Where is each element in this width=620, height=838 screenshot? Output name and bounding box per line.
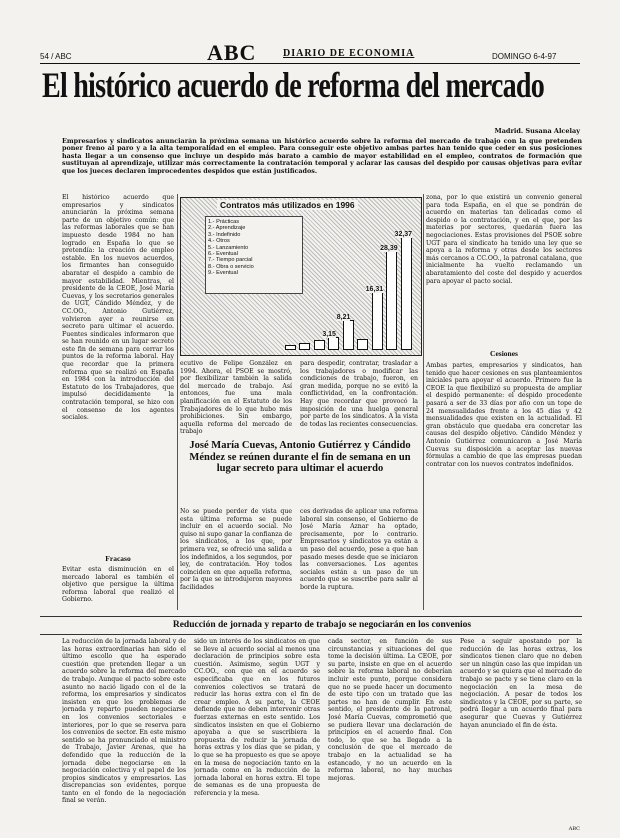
chart-bar: [328, 337, 339, 350]
legend-item: 9.- Eventual: [208, 270, 238, 277]
byline: Madrid. Susana Alcelay: [494, 127, 580, 135]
column-2-text: ecutivo de Felipe González en 1994. Ahora, el PSOE se mostró, por flexibilizar también la salida del mercado de trabajo. Así entonces, fue una mala planificación en el Estatuto de los Trabajadores de lo que hubo más prohibiciones. Sin embargo, aquella reforma del mercado de trabajo: [180, 360, 292, 435]
bottom-column-4: Pese a seguir apostando por la reducción de las horas extras, los sindicatos tienen claro que no deben ser un ningún caso las que impidan un acuerdo y se quiera que el mercado de trabajo se pacte y se tiene claro en la negociación en la mesa de negociación. A pesar de todos los sindicatos y la CEOE, por su parte, se podrá llegar a un acuerdo final para asegurar que Cuevas y Gutiérrez hayan anunciado el fin de ésta.: [460, 638, 582, 729]
chart-bar: [314, 340, 325, 350]
cesiones-subhead: Cesiones: [490, 349, 518, 358]
column-4-text: zona, por lo que existirá un convenio general para toda España, en el que se pondrán de acuerdo en materias tan delicadas como el despido o la contratación, y en el que, por las materias por sectores, quedarán fuera las negociaciones. Estas provisiones del PSOE sobre UGT para el sindicato ha tenido una ley que se apoya a la reforma y otras desde los sectores más cercanos a CC.OO., la patronal catalana, que inicialmente ha vuelto reclamando un abaratamiento del coste del despido y acuerdos para apoyar el pacto social.: [426, 194, 582, 285]
column-3-text: para despedir, contratar, trasladar a los trabajadores o modificar las condiciones de trabajo, fueron, en gran medida, porque no se evitó la conflictividad, en la confrontación. Hay que recordar que provocó la imposición de una huelga general por parte de los sindicatos. A la vista de todas las recientes consecuencias.: [300, 360, 418, 428]
bar-value-label: 16,31: [365, 286, 384, 294]
bottom-column-3: cada sector, en función de sus circunstancias y situaciones del que tome la decisión última. La CEOE, por su parte, insiste en que en el acuerdo sobre la reforma laboral no deberían incluir este punto, porque considera que no se puede hacer un documento de este tipo con un tratado que las partes no han de cumplir. En este sentido, el presidente de la patronal, José María Cuevas, comprometió que se pudiera llevar una declaración de principios en el acuerdo final. Con todo, lo que se ha llegado a la conclusión de que el mercado de trabajo en la actualidad se ha estancado, y no un acuerdo en la reforma laboral, no hay muchas mejoras.: [328, 638, 452, 782]
column-2b-text: No se puede perder de vista que esta última reforma se puede incluir en el acuerdo social. No quiso ni supo ganar la confianza de los sindicatos, a los que, por primera vez, se ofreció una salida a los indefinidos, a los segundos, por ley, de contratación. Hoy todos coinciden en que aquella reforma, por la que se introdujeron mayores facilidades: [180, 508, 292, 591]
chart-bar: [386, 251, 397, 350]
legend-item: 8.- Obra o servicio: [208, 263, 254, 270]
page-number: 54 / ABC: [40, 52, 72, 61]
legend-item: 4.- Otros: [208, 238, 230, 245]
chart-bar: [357, 339, 368, 350]
legend-item: 7.- Tiempo parcial: [208, 257, 253, 264]
chart-bar: [401, 237, 412, 350]
fracaso-subhead: Fracaso: [105, 554, 131, 563]
mid-headline: José María Cuevas, Antonio Gutiérrez y Cándido Méndez se reúnen durante el fin de semana en un lugar secreto para ultimar el acuerdo: [189, 440, 411, 475]
bar-value-label: 3,15: [322, 331, 336, 339]
column-3b-text: ces derivadas de aplicar una reforma laboral sin consenso, el Gobierno de José María Aznar ha optado, precisamente, por lo contrario. Empresarios y sindicatos ya están a un paso del acuerdo, pese a que han pasado meses desde que se iniciaron las conversaciones. Los agentes sociales están a un paso de un acuerdo que se suscribe para salir al borde la ruptura.: [300, 508, 418, 591]
chart-bar: [299, 343, 310, 350]
divider: [423, 194, 424, 610]
column-4b-text: Ambas partes, empresarios y sindicatos, han tenido que hacer cesiones en sus planteamientos iniciales para apoyar el acuerdo. Primero fue la CEOE la que flexibilizó su propuesta de ampliar el despido permanente: el despido procedente pasará a ser de 33 días por año con un tope de 24 mensualidades frente a los 45 días y 42 mensualidades que existen en la actualidad. El gran obstáculo que quedaba era concretar las causas del despido objetivo. Cándido Méndez y Antonio Gutiérrez comunicaron a José María Cuevas su disposición a aceptar las nuevas fórmulas a cambio de que las empresas puedan contratar con los nuevos contratos indefinidos.: [426, 362, 582, 468]
bottom-column-1: La reducción de la jornada laboral y de las horas extraordinarias han sido el último escollo que ha esperado cuestión que pretenden llegar a un acuerdo sobre la reforma del mercado de trabajo. Aunque el pacto sobre este asunto no nació ligado con el de la reforma, los empresarios y sindicatos insisten en que los problemas de jornada y reparto pueden negociarse en los convenios sectoriales e interiores, por lo que se reserva para los convenios de sector. En este mismo sentido se ha pronunciado el ministro de Trabajo, Javier Arenas, que ha defendido que la reducción de la jornada debe negociarse en la negociación colectiva y el papel de los propios sindicatos y empresarios. Las discrepancias son evidentes, porque tanto en el fondo de la negociación final se verán.: [62, 638, 186, 805]
bottom-headline: Reducción de jornada y reparto de trabajo se negociarán en los convenios: [172, 620, 472, 630]
legend-item: 1.- Prácticas: [208, 219, 240, 225]
bottom-column-2: sido un interés de los sindicatos en que se lleve al acuerdo social al menos una declaración de principios sobre esta cuestión. Asimismo, según UGT y CC.OO., con que en el acuerdo se especificaba que en los futuros convenios colectivos se tratará de reducir las horas extra con el fin de crear empleo. A su parte, la CEOE defiende que no deben intervenir otras fuerzas externas en este sentido. Los sindicatos insisten en que el Gobierno apoyaba a que se suscribiera la propuesta de reducir la jornada de horas extras y los días que se pidan, y lo que se ha propuesto es que se apoye en la mesa de negociación tanto en la jornada como en la reducción de la jornada laboral en horas extra. El tope de semanas es de una propuesta de referencia y la mesa.: [194, 638, 320, 797]
bar-value-label: 8,21: [336, 313, 351, 321]
photo-credit: ABC: [568, 826, 580, 832]
chart-bar: [343, 320, 354, 350]
legend-item: 2.- Aprendizaje: [208, 225, 246, 232]
bar-value-label: 32,37: [394, 231, 413, 239]
bottom-rule: [40, 616, 582, 617]
column-1b-text: Evitar esta disminución en el mercado laboral es también el objetivo que persigue la última reforma laboral que realizó el Gobierno.: [62, 566, 174, 604]
chart-bar: [285, 345, 296, 350]
section-name: DIARIO DE ECONOMIA: [283, 48, 415, 59]
chart-bar: [372, 292, 383, 350]
headline: El histórico acuerdo de reforma del mercado: [42, 65, 544, 105]
legend-item: 5.- Lanzamiento: [208, 244, 249, 251]
column-1-text: El histórico acuerdo que empresarios y sindicatos anunciarán la próxima semana parte de un objetivo común: que las reformas laborales que se han impuesto desde 1984 no han logrado en España lo que se pretendía: la creación de empleo estable. En los nuevos acuerdos, los firmantes han conseguido abaratar el despido a cambio de mayor estabilidad. Mientras, el presidente de la CEOE, José María Cuevas, y los secretarios generales de UGT, Cándido Méndez, y de CC.OO., Antonio Gutiérrez, volvieron ayer a reunirse en secreto para ultimar el acuerdo. Fuentes sindicales informaron que se han reunido en un lugar secreto este fin de semana para cerrar los puntos de la reforma laboral. Hay que recordar que la primera reforma que se realizó en España en 1984 con la introducción del Estatuto de los Trabajadores, que impulsó decididamente la contratación temporal, se hizo con el consenso de los agentes sociales.: [62, 194, 174, 422]
legend-item: 6.- Eventual: [208, 251, 238, 258]
chart-bars: [285, 218, 415, 350]
chart-panel: [180, 197, 422, 356]
abc-logo: ABC: [207, 40, 257, 65]
chart-title: Contratos más utilizados en 1996: [217, 200, 358, 210]
divider: [177, 194, 178, 610]
lead-paragraph: Empresarios y sindicatos anunciarán la próxima semana un histórico acuerdo sobre la reforma del mercado de trabajo con la que pretenden poner freno al paro y a la alta temporalidad en el empleo. Para conseguir este objetivo ambas partes han tenido que ceder en sus posiciones hasta llegar a un consenso que incluye un despido más barato a cambio de mayor estabilidad en el empleo, contratos de formación que sustituyan al aprendizaje, utilizar más correctamente la contratación temporal y aclarar las causas del despido por causas objetivas para evitar que los jueces declaren improcedentes despidos que están justificados.: [62, 138, 582, 175]
issue-date: DOMINGO 6-4-97: [492, 52, 557, 61]
legend-item: 3.- Indefinido: [208, 231, 241, 238]
bar-value-label: 28,39: [380, 244, 398, 252]
bottom-head-rule: [40, 634, 582, 635]
